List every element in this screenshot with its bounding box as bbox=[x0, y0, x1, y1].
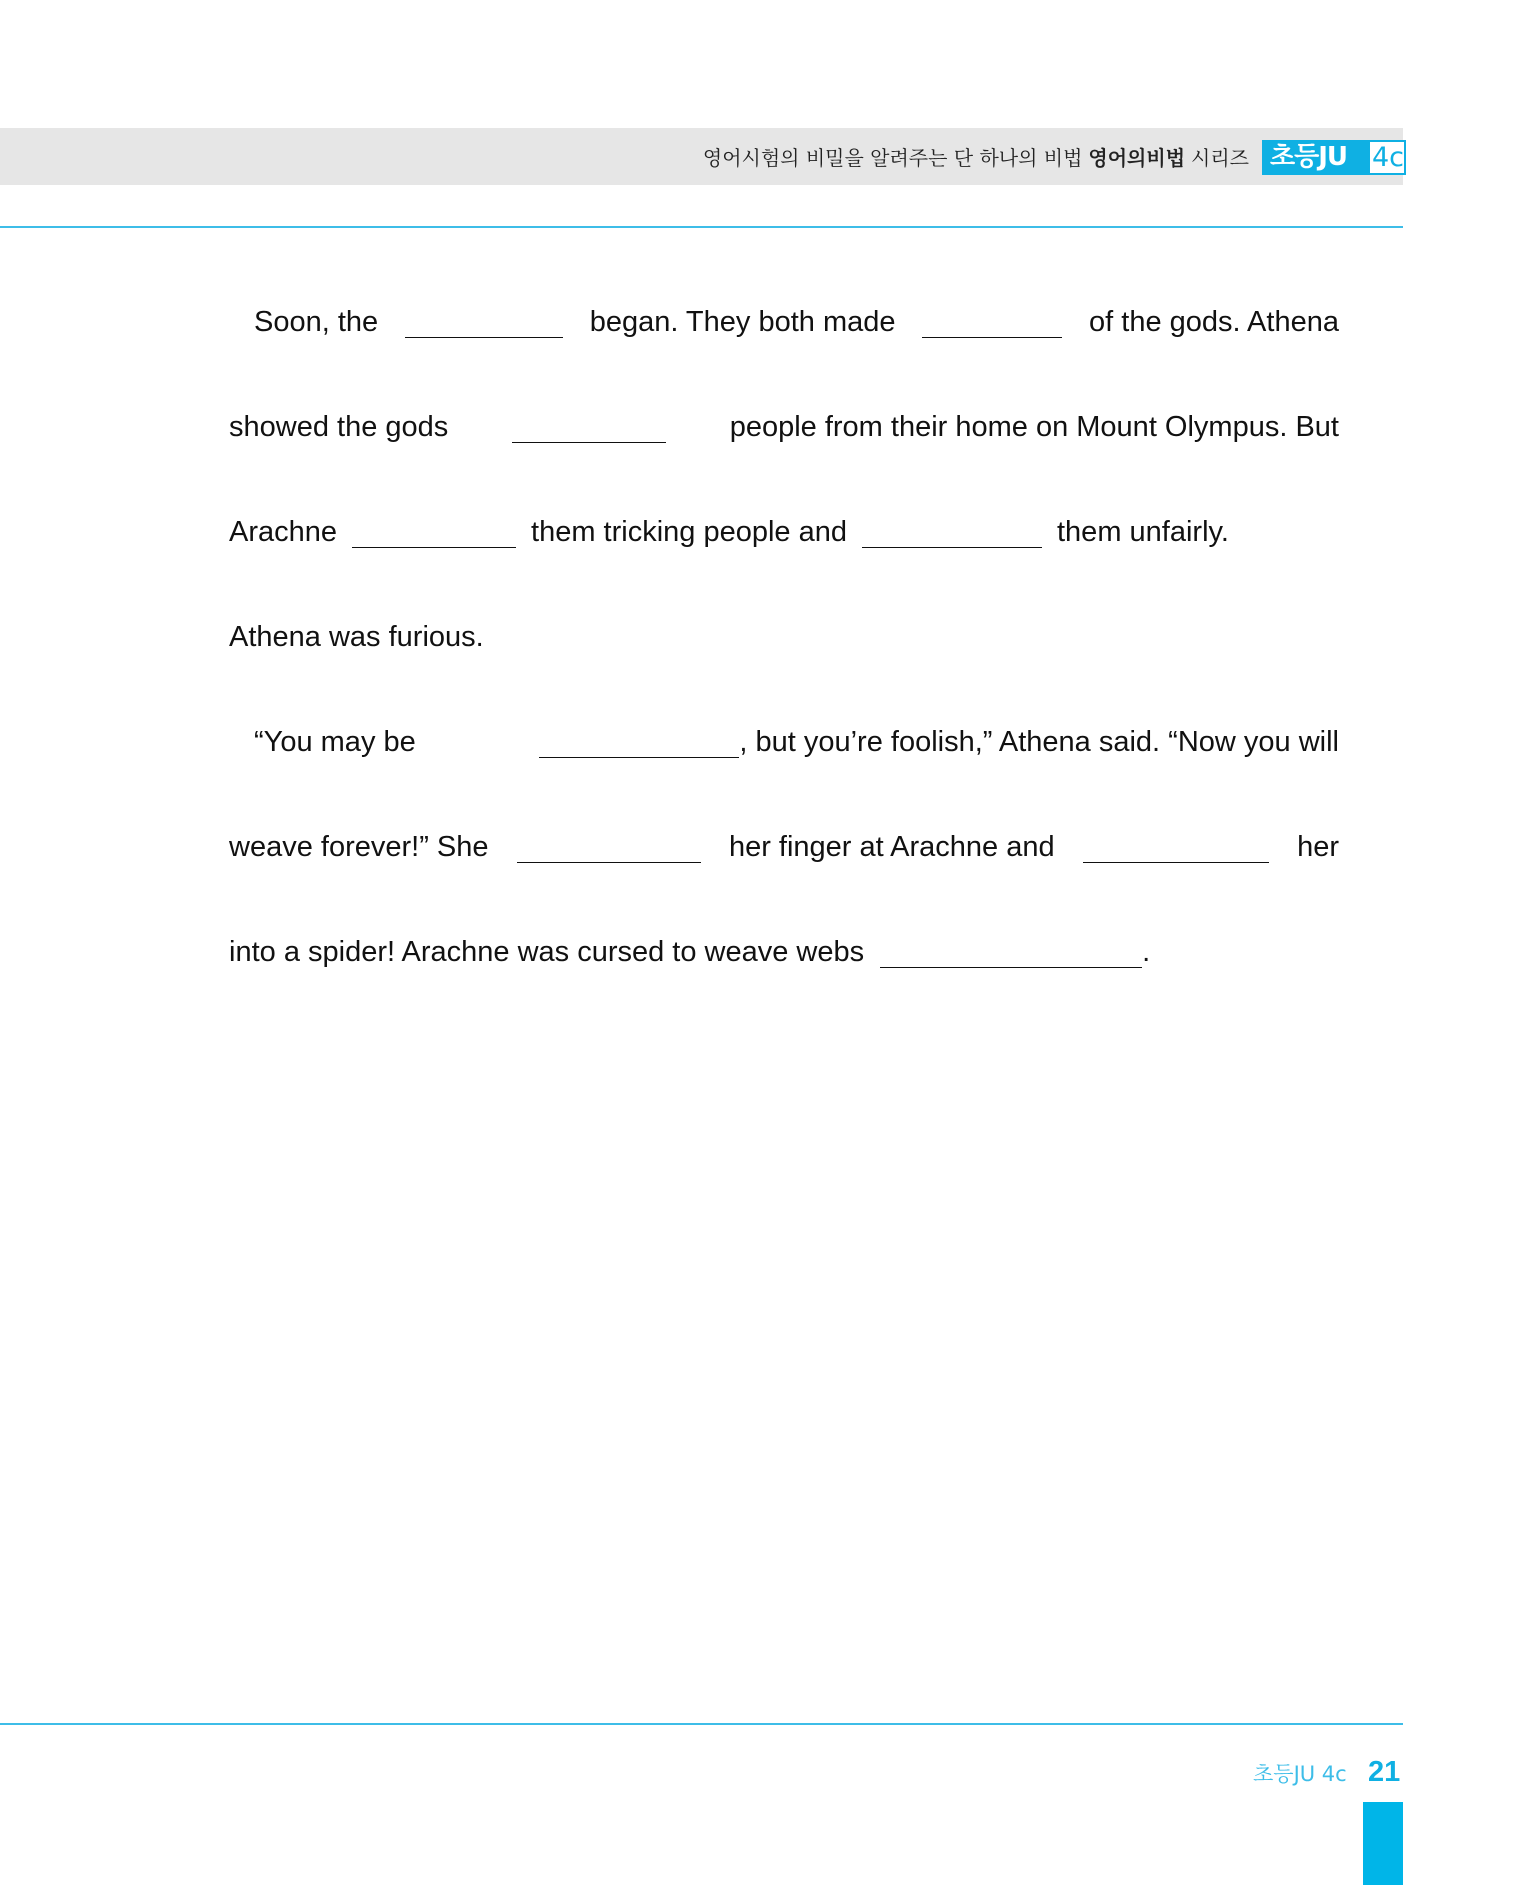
passage-line-2 bbox=[229, 375, 1339, 480]
footer-book-label: 초등JU 4c bbox=[1253, 1762, 1347, 1786]
text-segment: Athena was furious. bbox=[229, 621, 484, 653]
text-segment: them tricking people and bbox=[531, 516, 847, 548]
passage-line-4 bbox=[229, 585, 1339, 690]
answer-blank[interactable] bbox=[1083, 832, 1269, 863]
answer-blank[interactable] bbox=[539, 727, 739, 758]
answer-blank[interactable] bbox=[517, 832, 701, 863]
answer-blank[interactable] bbox=[862, 517, 1042, 548]
passage-line-3 bbox=[229, 480, 1339, 585]
text-segment: her bbox=[1297, 831, 1339, 863]
top-divider bbox=[0, 226, 1403, 228]
answer-blank[interactable] bbox=[512, 412, 666, 443]
text-segment: people from their home on Mount Olympus. But bbox=[729, 411, 1339, 443]
series-text-suffix: 시리즈 bbox=[1191, 146, 1249, 170]
passage bbox=[229, 270, 1339, 1005]
series-banner bbox=[703, 128, 1249, 185]
page-edge-tab bbox=[1363, 1802, 1403, 1885]
text-segment: Soon, the bbox=[254, 306, 379, 338]
badge-title: 초등JU bbox=[1262, 140, 1368, 175]
text-segment: . bbox=[1142, 936, 1151, 968]
answer-blank[interactable] bbox=[922, 307, 1062, 338]
text-segment: began. They both made bbox=[589, 306, 896, 338]
bottom-divider bbox=[0, 1723, 1403, 1725]
passage-line-7 bbox=[229, 900, 1339, 1005]
text-segment: , but you’re foolish,” Athena said. “Now you will bbox=[739, 726, 1339, 758]
passage-line-1 bbox=[229, 270, 1339, 375]
answer-blank[interactable] bbox=[405, 307, 563, 338]
text-segment: showed the gods bbox=[229, 411, 449, 443]
series-text-bold: 영어의비법 bbox=[1088, 146, 1186, 170]
book-badge bbox=[1262, 140, 1406, 175]
badge-level: 4c bbox=[1368, 140, 1406, 175]
passage-line-6 bbox=[229, 795, 1339, 900]
text-segment: “You may be bbox=[254, 726, 416, 758]
answer-blank[interactable] bbox=[352, 517, 516, 548]
text-segment: Arachne bbox=[229, 516, 338, 548]
text-segment: of the gods. Athena bbox=[1089, 306, 1339, 338]
passage-line-5 bbox=[229, 690, 1339, 795]
series-text-prefix: 영어시험의 비밀을 알려주는 단 하나의 비법 bbox=[702, 146, 1083, 170]
page-number: 21 bbox=[1368, 1756, 1401, 1788]
text-segment: them unfairly. bbox=[1057, 516, 1229, 548]
text-segment: her finger at Arachne and bbox=[728, 831, 1055, 863]
text-segment: into a spider! Arachne was cursed to weave webs bbox=[229, 936, 865, 968]
text-segment: weave forever!” She bbox=[229, 831, 489, 863]
answer-blank[interactable] bbox=[880, 937, 1142, 968]
